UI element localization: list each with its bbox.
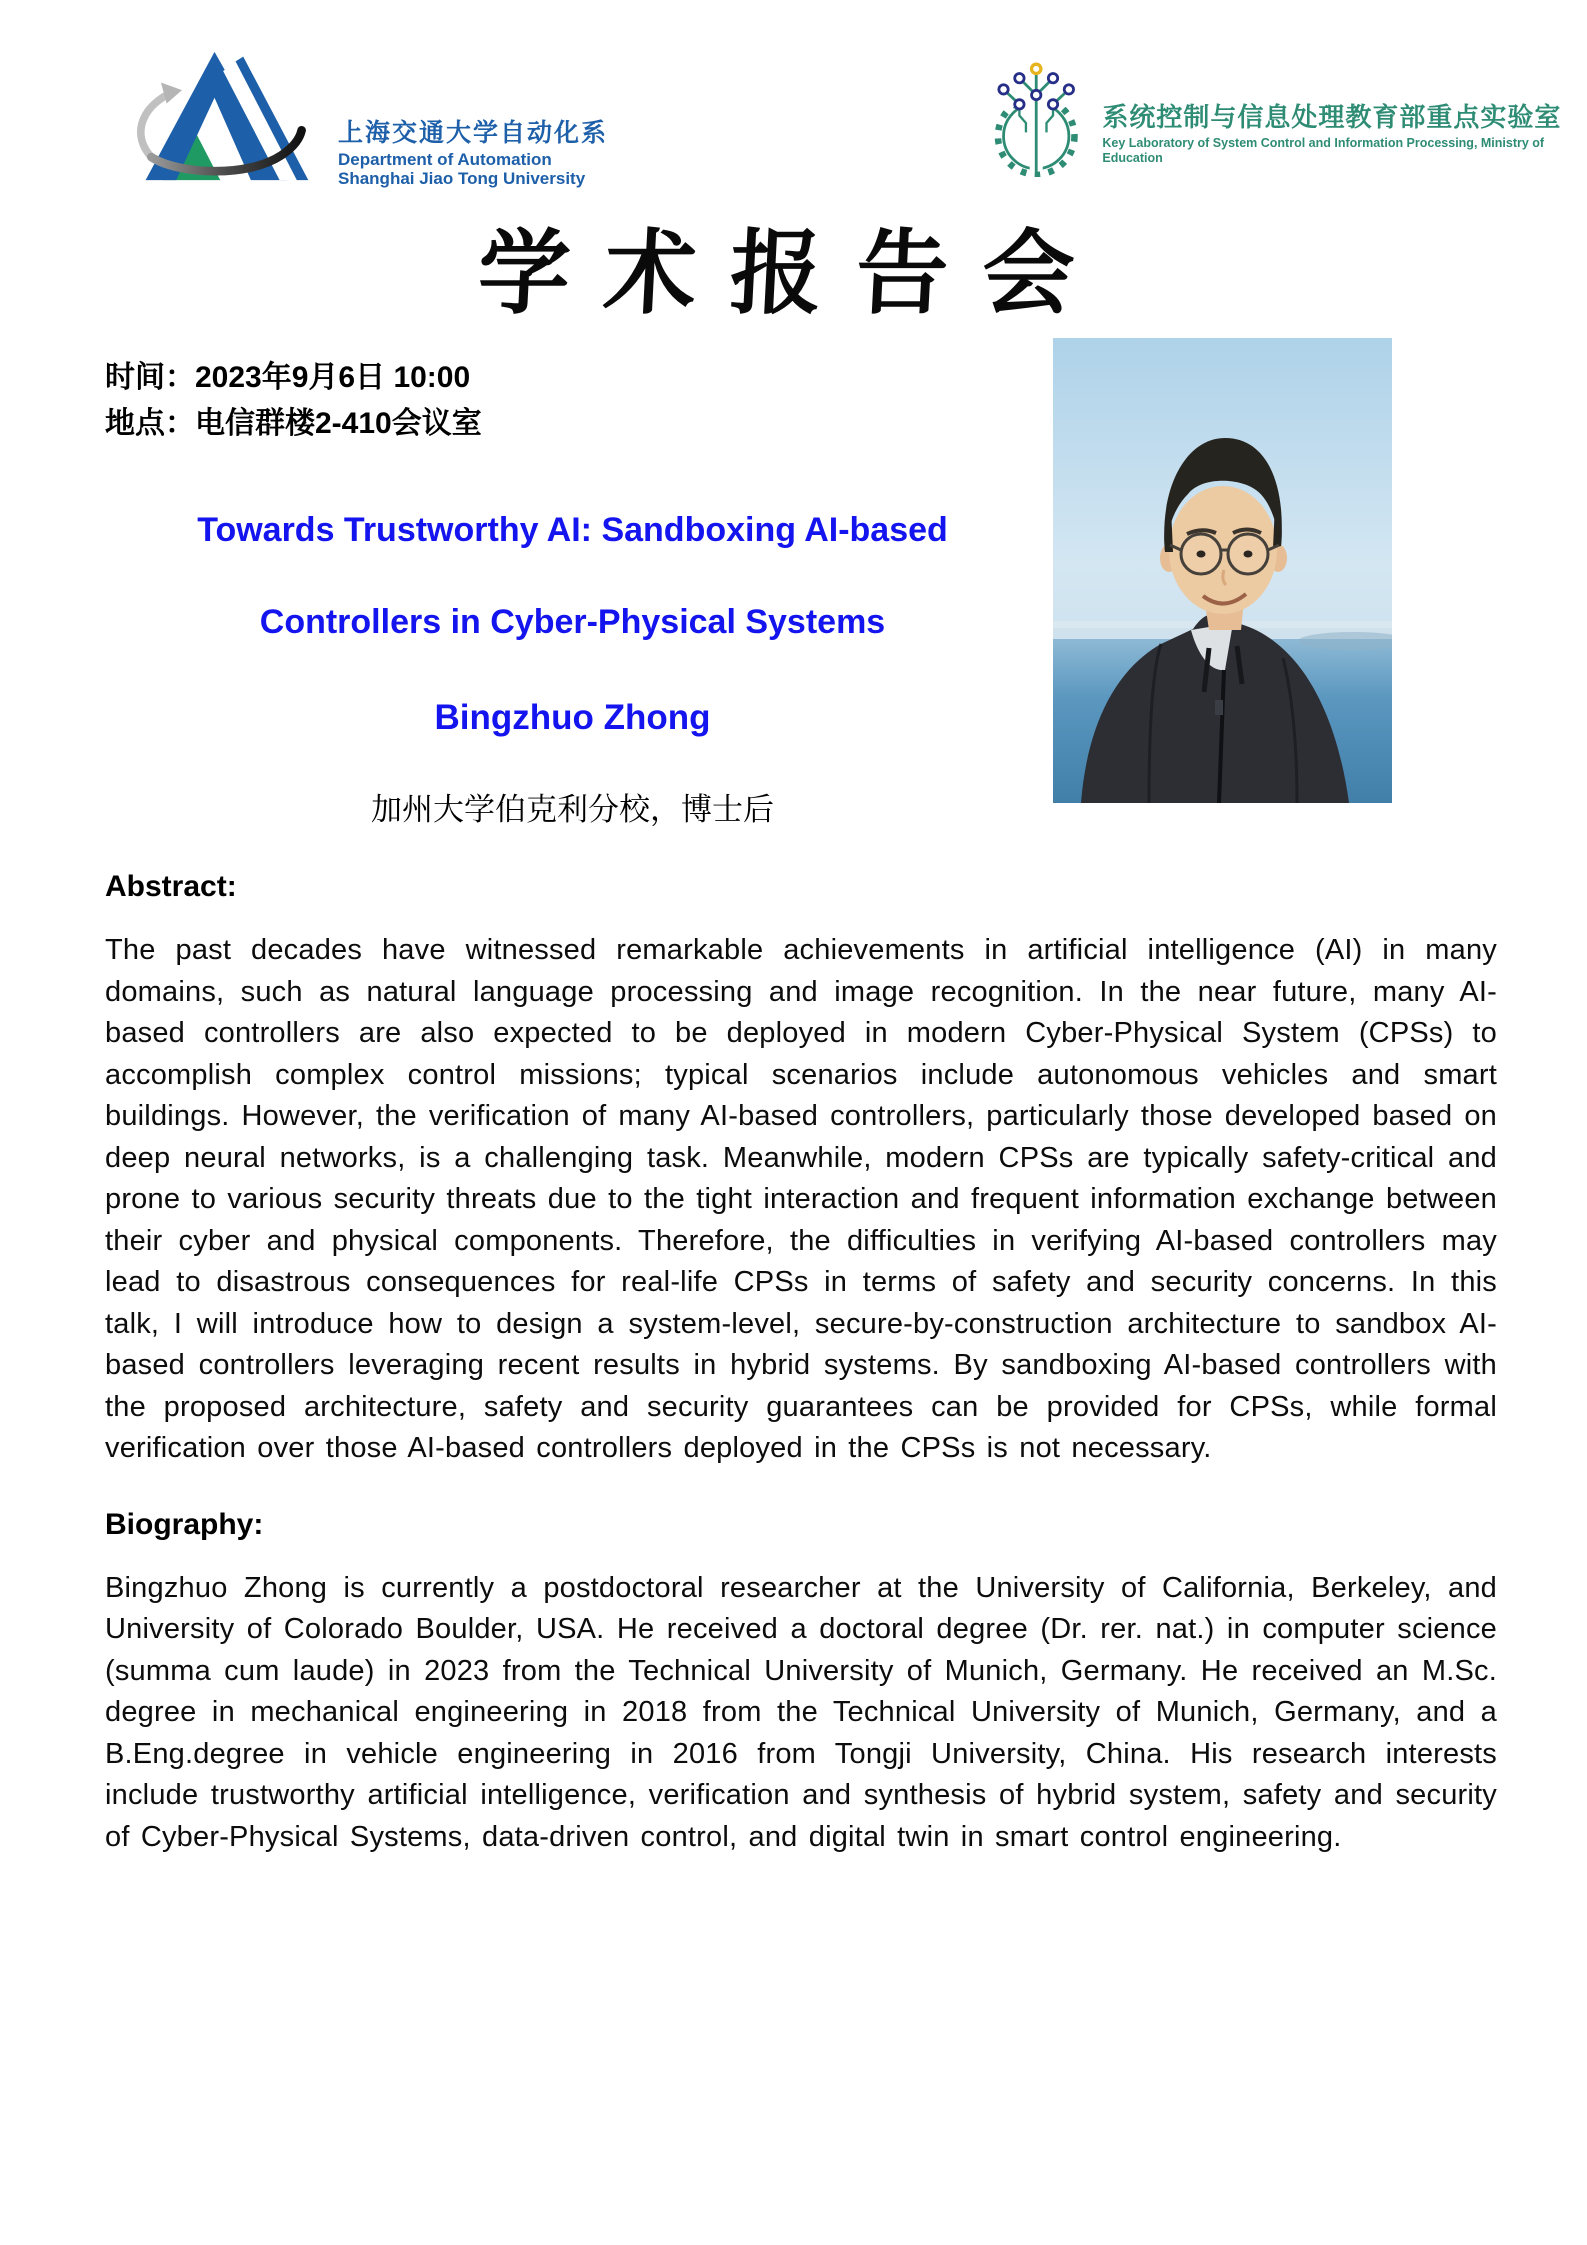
event-venue-line [105, 401, 482, 447]
talk-title-line2: Controllers in Cyber-Physical Systems [259, 603, 886, 641]
keylab-en-text: Key Laboratory of System Control and Information Processing, Ministry of Education [1102, 136, 1545, 165]
venue-value: 电信群楼2-410会议室 [195, 407, 482, 440]
biography-heading: Biography: [105, 1507, 264, 1541]
sjtu-logo-cn-text: 上海交通大学自动化系 [338, 119, 609, 147]
main-title: 学术报告会 [475, 219, 1111, 327]
speaker-affiliation: 加州大学伯克利分校，博士后 [371, 792, 774, 827]
venue-label: 地点： [105, 407, 195, 440]
sjtu-logo-en-line2: Shanghai Jiao Tong University [338, 169, 586, 188]
event-info [105, 355, 482, 447]
talk-block [105, 508, 1040, 830]
keylab-cn-text: 系统控制与信息处理教育部重点实验室 [1102, 102, 1562, 132]
speaker-photo [1053, 338, 1392, 803]
time-value: 2023年9月6日 10:00 [195, 361, 471, 394]
sjtu-logo-icon [128, 48, 324, 182]
content-sections [105, 868, 1497, 1858]
speaker-name: Bingzhuo Zhong [434, 698, 711, 737]
event-time-line [105, 355, 482, 401]
keylab-logo [983, 55, 1587, 177]
biography-text: Bingzhuo Zhong is currently a postdoctoral researcher at the University of California, Berkeley, and University of Colorado Boulder, USA. He received a doctoral degree (Dr. rer. nat.) in computer science (summa cum laude) in 2023 from the Technical University of Munich, Germany. He received an M.Sc. degree in mechanical engineering in 2018 from the Technical University of Munich, Germany, and a B.Eng.degree in vehicle engineering in 2016 from Tongji University, China. His research interests include trustworthy artificial intelligence, verification and synthesis of hybrid system, safety and security of Cyber-Physical Systems, data-driven control, and digital twin in smart control engineering. [105, 1571, 1497, 1853]
abstract-text: The past decades have witnessed remarkable achievements in artificial intelligence (AI) in many domains, such as natural language processing and image recognition. In the near future, many AI-based controllers are also expected to be deployed in modern Cyber-Physical System (CPSs) to accomplish complex control missions; typical scenarios include autonomous vehicles and smart buildings. However, the verification of many AI-based controllers, particularly those developed based on deep neural networks, is a challenging task. Meanwhile, modern CPSs are typically safety-critical and prone to various security threats due to the tight interaction and frequent information exchange between their cyber and physical components. Therefore, the difficulties in verifying AI-based controllers may lead to disastrous consequences for real-life CPSs in terms of safety and security concerns. In this talk, I will introduce how to design a system-level, secure-by-construction architecture to sandbox AI-based controllers leveraging recent results in hybrid systems. By sandboxing AI-based controllers with the proposed architecture, safety and security guarantees can be provided for CPSs, while formal verification over those AI-based controllers deployed in the CPSs is not necessary. [105, 934, 1497, 1464]
abstract-heading: Abstract: [105, 870, 237, 903]
keylab-logo-icon [983, 55, 1090, 177]
time-label: 时间： [105, 361, 195, 394]
sjtu-automation-logo [128, 48, 609, 188]
speaker-photo-art [1053, 338, 1392, 803]
talk-title-line1: Towards Trustworthy AI: Sandboxing AI-based [197, 511, 948, 549]
sjtu-logo-en-line1: Department of Automation [338, 150, 552, 169]
